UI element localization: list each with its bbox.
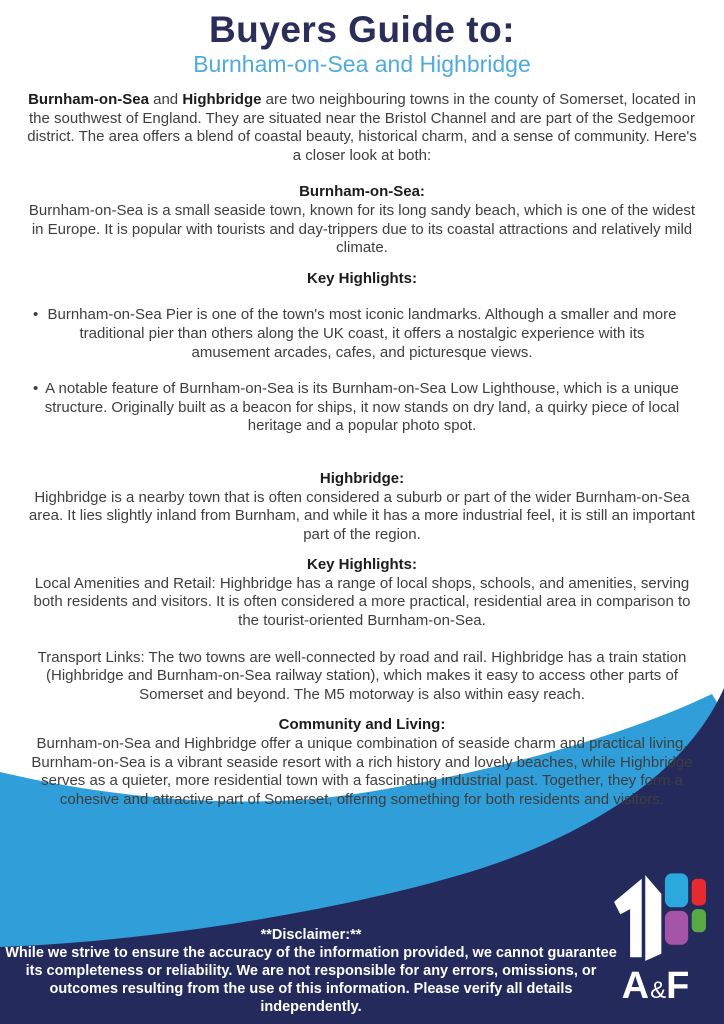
logo-ampersand: & xyxy=(650,977,667,1004)
highbridge-paragraph: Highbridge is a nearby town that is often considered a suburb or part of the wider Burnham-on-Sea area. It lies slightly inland from Burnham, and while it has a more industrial feel, it is still an important part of the region. xyxy=(28,488,696,543)
disclaimer-heading: **Disclaimer:** xyxy=(260,927,362,943)
disclaimer-block xyxy=(5,926,617,1016)
community-paragraph: Burnham-on-Sea and Highbridge offer a unique combination of seaside charm and practical living. Burnham-on-Sea is a vibrant seaside resort with a rich history and lovely beaches, while Highbridge serves as a quieter, more residential town with a fascinating industrial past. Together, they form a cohesive and attractive part of Somerset, offering something for both residents and visitors. xyxy=(31,735,693,808)
intro-paragraph xyxy=(27,91,697,165)
intro-rest: are two neighbouring towns in the county of Somerset, located in the southwest of England. They are situated near the Bristol Channel and are part of the Sedgemoor district. The area offers a blend of coastal beauty, historical charm, and a sense of community. Here's a closer look at both: xyxy=(27,91,697,164)
disclaimer-text: While we strive to ensure the accuracy of the information provided, we cannot guarantee its completeness or reliability. We are not responsible for any errors, omissions, or outcomes resulting from the use of this information. Please verify all details independently. xyxy=(5,945,617,1015)
company-logo xyxy=(602,871,710,1010)
intro-bold-highbridge: Highbridge xyxy=(182,91,262,108)
highbridge-transport-paragraph: Transport Links: The two towns are well-connected by road and rail. Highbridge has a train station (Highbridge and Burnham-on-Sea railway station), which makes it easy to access other parts of Somerset and beyond. The M5 motorway is also within easy reach. xyxy=(37,648,687,703)
burnham-paragraph: Burnham-on-Sea is a small seaside town, known for its long sandy beach, which is one of the widest in Europe. It is popular with tourists and day-trippers due to its coastal attractions and relatively mild climate. xyxy=(28,201,696,257)
intro-bold-burnham: Burnham-on-Sea xyxy=(28,91,149,108)
logo-wordmark xyxy=(602,967,710,1010)
page-subtitle: Burnham-on-Sea and Highbridge xyxy=(193,51,531,77)
highlight-bullet-lighthouse-text: A notable feature of Burnham-on-Sea is its Burnham-on-Sea Low Lighthouse, which is a unique structure. Originally built as a beacon for ships, it now stands on dry land, a quirky piece of local heritage and a popular photo spot. xyxy=(44,380,680,435)
community-heading: Community and Living: xyxy=(278,716,446,734)
highbridge-key-highlights-heading: Key Highlights: xyxy=(306,556,417,574)
burnham-heading: Burnham-on-Sea: xyxy=(299,183,425,201)
highlight-bullet-pier xyxy=(27,306,697,362)
burnham-key-highlights-heading: Key Highlights: xyxy=(306,269,417,287)
page-title: Buyers Guide to: xyxy=(208,9,516,50)
logo-letter-a: A xyxy=(621,965,651,1007)
highbridge-amenities-paragraph: Local Amenities and Retail: Highbridge has a range of local shops, schools, and amenities, serving both residents and visitors. It is often considered a more practical, residential area in comparison to the tourist-oriented Burnham-on-Sea. xyxy=(33,574,691,630)
highlight-bullet-lighthouse xyxy=(27,380,697,436)
logo-letter-f: F xyxy=(666,965,691,1007)
bullet-icon: • xyxy=(33,306,39,324)
bullet-icon: • xyxy=(33,380,39,398)
intro-connector: and xyxy=(148,91,183,108)
house-logo-icon xyxy=(606,871,706,965)
highbridge-heading: Highbridge: xyxy=(319,469,405,487)
highlight-bullet-pier-text: Burnham-on-Sea Pier is one of the town's most iconic landmarks. Although a smaller and more traditional pier than others along the UK coast, it offers a nostalgic experience with its amusement arcades, cafes, and picturesque views. xyxy=(47,306,677,361)
